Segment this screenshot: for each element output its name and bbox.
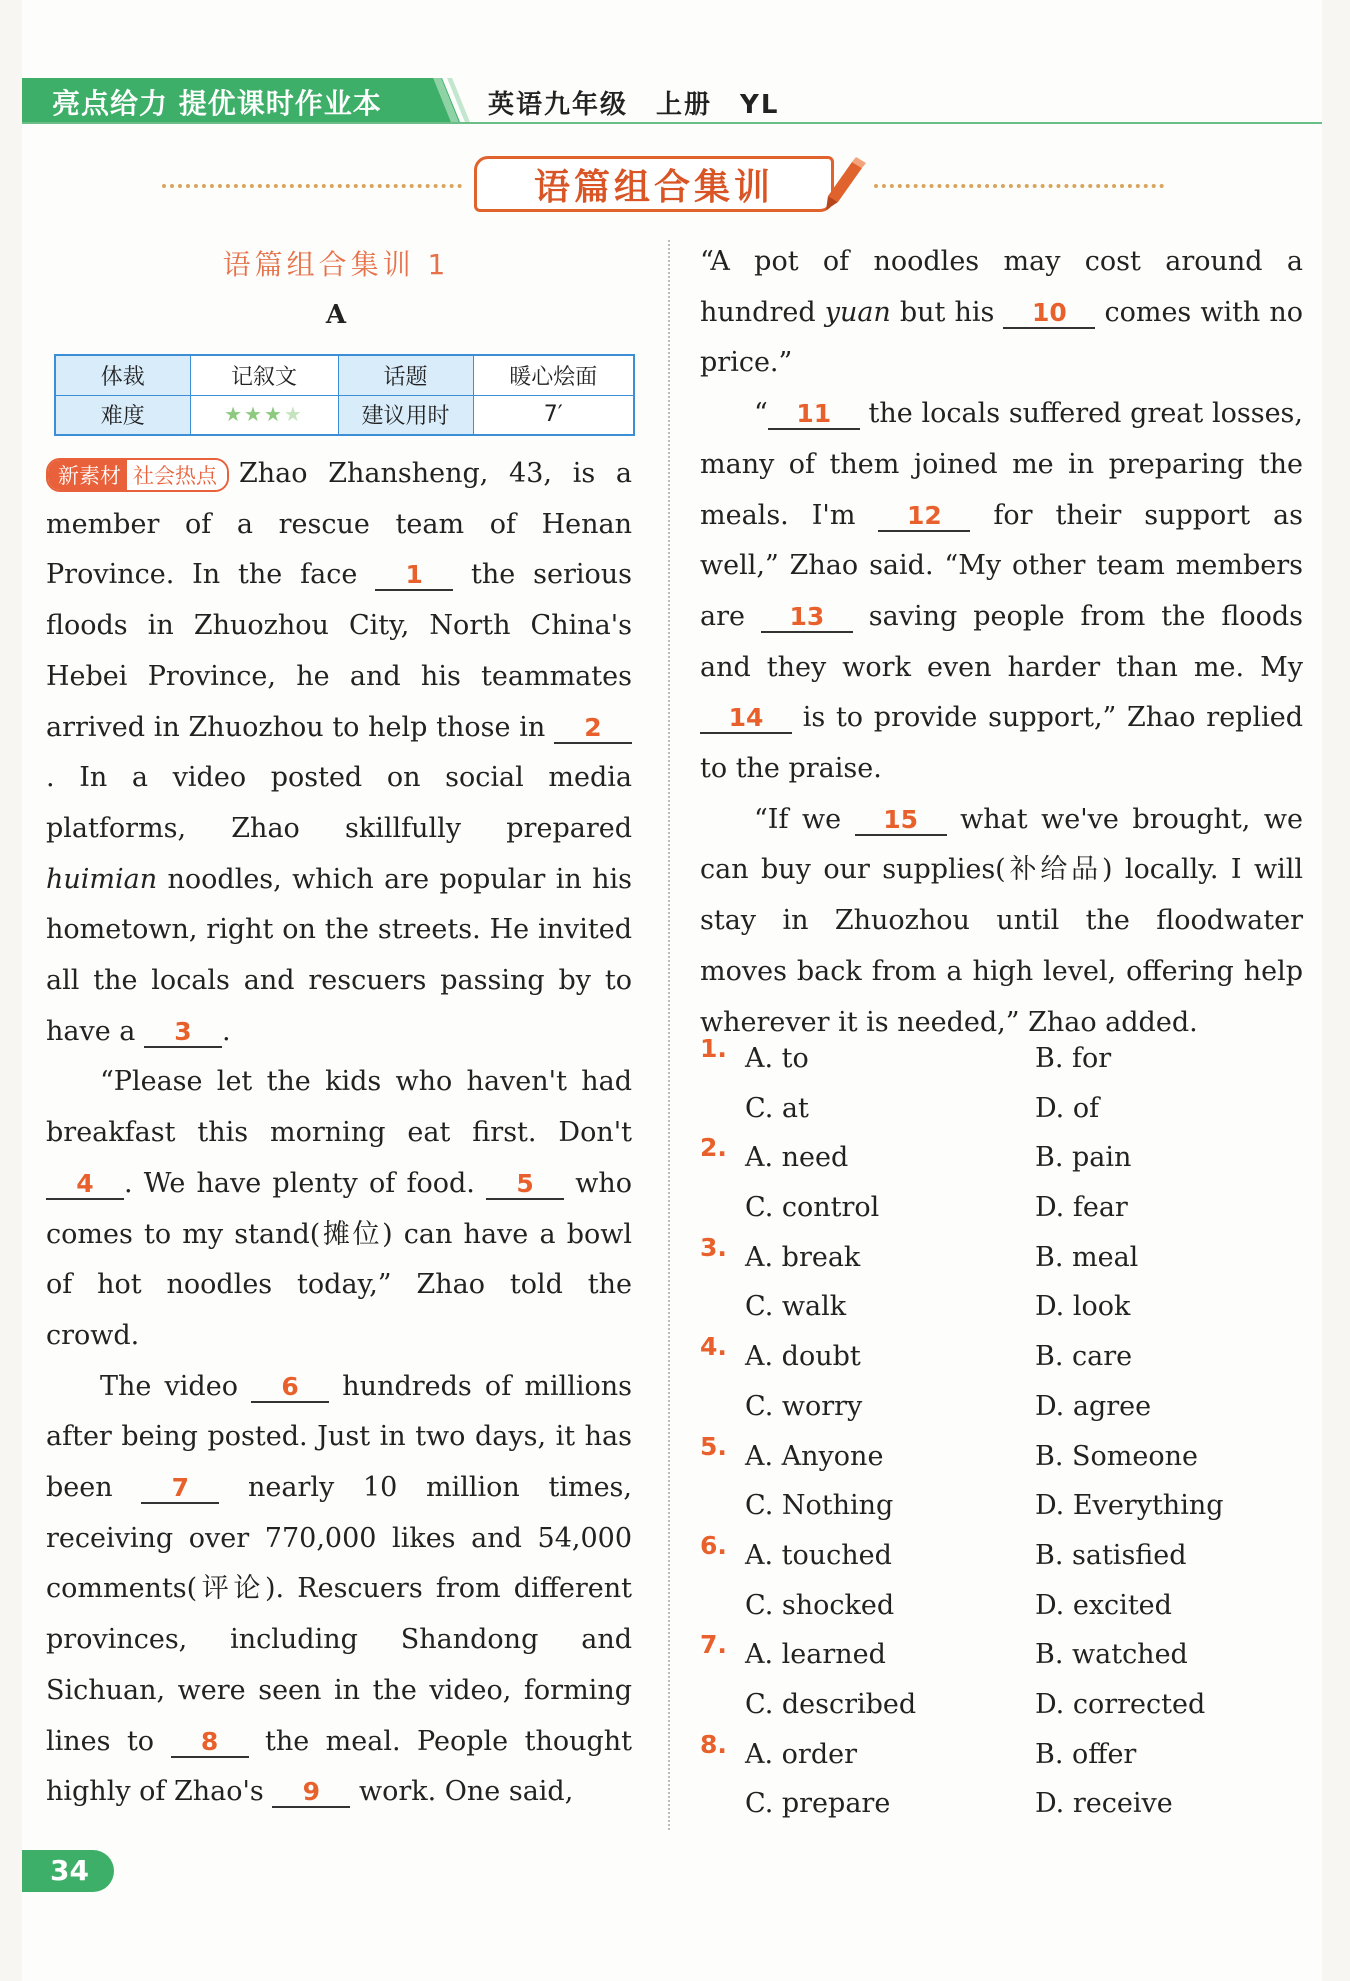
option-b[interactable]: B. satisfied <box>1035 1539 1187 1571</box>
passage-paragraph-4: “A pot of noodles may cost around a hundred yuan but his 10 comes with no price.” <box>700 246 1304 379</box>
question-number: 5. <box>700 1431 727 1461</box>
option-c[interactable]: C. shocked <box>745 1589 895 1621</box>
option-row <box>700 1183 1300 1233</box>
passage-left-column <box>46 449 632 1818</box>
passage-info-table <box>54 354 635 436</box>
blank-12[interactable]: 12 <box>878 501 970 532</box>
passage-paragraph-6: “If we 15 what we've brought, we can buy our supplies(补给品) locally. I will stay in Zhuozhou until the floodwater moves back from a high level, offering help wherever it is needed,” Zhao added. <box>700 803 1303 1038</box>
option-b[interactable]: B. pain <box>1035 1142 1132 1174</box>
passage-paragraph-1: 新素材 社会热点 Zhao Zhansheng, 43, is a member of a rescue team of Henan Province. In the face 1 the serious floods in Zhuozhou City, North China's Hebei Province, he and his teammates arrived in Zhuozhou to help those in 2. In a video posted on social media platforms, Zhao skillfully prepared huimian noodles, which are popular in his hometown, right on the streets. He invited all the locals and rescuers passing by to have a 3 . <box>46 458 632 1047</box>
blank-5[interactable]: 5 <box>486 1169 564 1200</box>
banner-dots-left <box>162 184 462 188</box>
genre-label: 体裁 <box>55 355 190 395</box>
option-c[interactable]: C. Nothing <box>745 1490 894 1522</box>
option-row <box>700 1680 1300 1730</box>
topic-value: 暖心烩面 <box>473 355 634 395</box>
page-header <box>22 78 1322 122</box>
header-rule <box>22 122 1322 124</box>
passage-paragraph-3: The video 6 hundreds of millions after being posted. Just in two days, it has been 7 nearly 10 million times, receiving over 770,000 likes and 54,000 comments(评论). Rescuers from different provinces, including Shandong and Sichuan, were seen in the video, forming lines to 8 the meal. People thought highly of Zhao's 9 work. One said, <box>46 1370 632 1808</box>
blank-8[interactable]: 8 <box>171 1727 249 1758</box>
option-a[interactable]: A. learned <box>745 1639 886 1671</box>
option-c[interactable]: C. at <box>745 1092 809 1124</box>
passage-paragraph-5: “ 11 the locals suffered great losses, many of them joined me in preparing the meals. I'm 12 for their support as well,” Zhao said. “My other team members are 13 saving people from the floods and they work even harder than me. My 14 is to provide support,” Zhao replied to the praise. <box>700 398 1304 785</box>
option-a[interactable]: A. order <box>745 1738 857 1770</box>
option-d[interactable]: D. fear <box>1035 1192 1128 1224</box>
blank-10[interactable]: 10 <box>1003 298 1095 329</box>
passage-paragraph-2: “Please let the kids who haven't had breakfast this morning eat first. Don't 4 . We have plenty of food. 5 who comes to my stand(摊位) can have a bowl of hot noodles today,” Zhao told the crowd. <box>46 1066 632 1351</box>
blank-4[interactable]: 4 <box>46 1169 124 1200</box>
genre-value: 记叙文 <box>190 355 338 395</box>
option-b[interactable]: B. watched <box>1035 1639 1188 1671</box>
question-number: 1. <box>700 1034 727 1063</box>
option-row <box>700 1630 1300 1680</box>
option-row <box>700 1730 1300 1780</box>
blank-15[interactable]: 15 <box>855 805 947 836</box>
blank-11[interactable]: 11 <box>768 399 860 430</box>
page-number-badge <box>22 1850 114 1892</box>
option-row <box>700 1233 1300 1283</box>
blank-3[interactable]: 3 <box>144 1017 222 1048</box>
blank-6[interactable]: 6 <box>251 1372 329 1403</box>
question-number: 6. <box>700 1530 727 1560</box>
material-tag: 新素材 社会热点 <box>46 458 229 492</box>
option-b[interactable]: B. meal <box>1035 1241 1139 1273</box>
blank-13[interactable]: 13 <box>761 602 853 633</box>
answer-options <box>700 1034 1300 1829</box>
option-d[interactable]: D. of <box>1035 1092 1100 1124</box>
option-c[interactable]: C. described <box>745 1688 917 1720</box>
star-icon: ★★★ <box>224 402 284 427</box>
blank-1[interactable]: 1 <box>375 560 453 591</box>
option-row <box>700 1581 1300 1631</box>
option-d[interactable]: D. receive <box>1035 1788 1173 1820</box>
passage-right-column <box>700 237 1303 1048</box>
passage-label: A <box>325 300 347 330</box>
option-a[interactable]: A. Anyone <box>745 1440 884 1472</box>
option-d[interactable]: D. agree <box>1035 1390 1152 1422</box>
header-brand: 亮点给力 提优课时作业本 <box>52 87 382 120</box>
question-number: 2. <box>700 1133 727 1163</box>
option-b[interactable]: B. care <box>1035 1341 1133 1373</box>
blank-7[interactable]: 7 <box>141 1473 219 1504</box>
option-a[interactable]: A. doubt <box>745 1341 861 1373</box>
option-row <box>700 1084 1300 1134</box>
section-banner-title: 语篇组合集训 <box>533 166 774 208</box>
pen-icon <box>822 156 866 214</box>
option-row <box>700 1779 1300 1829</box>
option-b[interactable]: B. offer <box>1035 1738 1137 1770</box>
option-c[interactable]: C. control <box>745 1192 880 1224</box>
question-number: 3. <box>700 1232 727 1262</box>
option-row <box>700 1481 1300 1531</box>
blank-2[interactable]: 2 <box>554 713 632 744</box>
option-row <box>700 1432 1300 1482</box>
half-star-icon: ★ <box>283 402 304 427</box>
option-a[interactable]: A. to <box>745 1043 809 1074</box>
option-row <box>700 1531 1300 1581</box>
workbook-page <box>22 0 1322 1981</box>
option-row <box>700 1282 1300 1332</box>
banner-dots-right <box>874 184 1164 188</box>
option-a[interactable]: A. touched <box>745 1539 892 1571</box>
difficulty-rating <box>190 395 338 435</box>
difficulty-label: 难度 <box>55 395 190 435</box>
option-a[interactable]: A. break <box>745 1241 861 1273</box>
blank-14[interactable]: 14 <box>700 703 792 734</box>
option-d[interactable]: D. excited <box>1035 1589 1172 1621</box>
blank-9[interactable]: 9 <box>272 1777 350 1808</box>
option-a[interactable]: A. need <box>745 1142 849 1174</box>
column-divider <box>668 240 670 1830</box>
option-row <box>700 1332 1300 1382</box>
time-value: 7′ <box>473 395 634 435</box>
time-label: 建议用时 <box>338 395 473 435</box>
option-c[interactable]: C. worry <box>745 1390 863 1422</box>
option-c[interactable]: C. walk <box>745 1291 847 1323</box>
lesson-title: 语篇组合集训 1 <box>222 248 450 281</box>
option-d[interactable]: D. look <box>1035 1291 1131 1323</box>
option-b[interactable]: B. for <box>1035 1043 1112 1074</box>
page-number: 34 <box>50 1854 89 1887</box>
question-number: 7. <box>700 1630 727 1660</box>
option-c[interactable]: C. prepare <box>745 1788 891 1820</box>
option-row <box>700 1382 1300 1432</box>
question-number: 8. <box>700 1729 727 1759</box>
header-subject: 英语九年级 上册 YL <box>488 90 780 120</box>
option-b[interactable]: B. Someone <box>1035 1440 1198 1472</box>
option-row <box>700 1133 1300 1183</box>
topic-label: 话题 <box>338 355 473 395</box>
question-number: 4. <box>700 1332 727 1362</box>
option-d[interactable]: D. corrected <box>1035 1688 1206 1720</box>
section-banner <box>474 156 834 212</box>
option-d[interactable]: D. Everything <box>1035 1490 1224 1522</box>
option-row <box>700 1034 1300 1084</box>
